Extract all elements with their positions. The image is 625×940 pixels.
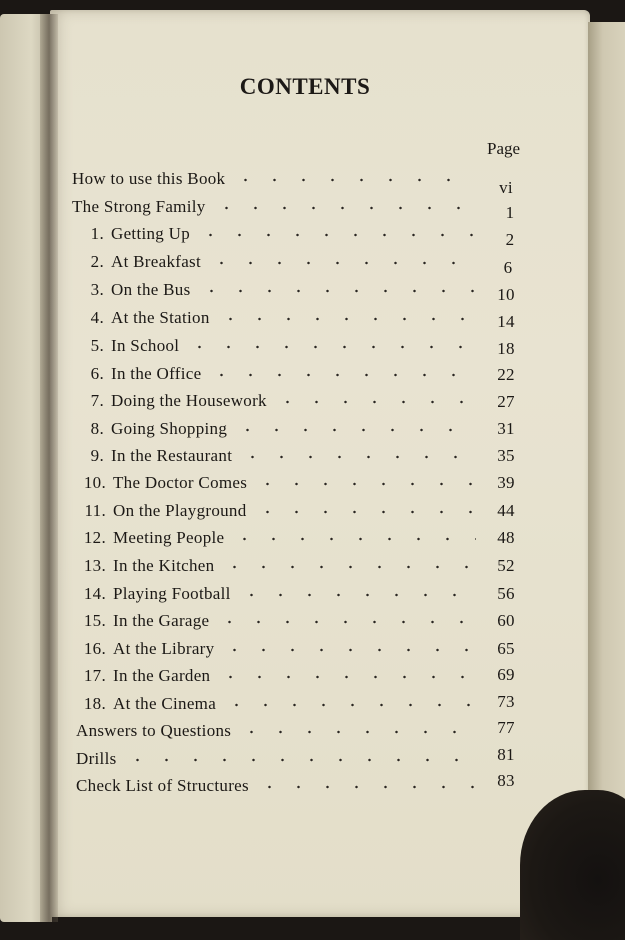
toc-entry-label: Answers to Questions (76, 721, 232, 740)
right-page-edge (588, 22, 625, 922)
toc-entry-page: 27 (497, 392, 515, 411)
toc-entry (0, 308, 520, 332)
toc-entry-page: 1 (505, 203, 515, 222)
toc-entry-number: 7. (90, 391, 104, 410)
toc-leader-dots (207, 261, 476, 265)
toc-entry-number: 6. (90, 364, 104, 383)
toc-entry-number: 12. (83, 528, 106, 547)
toc-entry (0, 169, 520, 197)
toc-entry (0, 666, 520, 690)
toc-leader-dots (185, 345, 476, 349)
toc-entry (0, 391, 520, 415)
toc-leader-dots (215, 620, 476, 624)
toc-entry-label: At the Cinema (113, 694, 217, 713)
toc-entry-page: 35 (497, 446, 515, 465)
toc-entry-label: Check List of Structures (76, 776, 249, 795)
toc-entry-label: In the Office (111, 364, 202, 383)
toc-entry-page: 22 (497, 365, 515, 384)
toc-leader-dots (216, 675, 476, 679)
toc-leader-dots (238, 455, 476, 459)
toc-entry (0, 745, 520, 773)
toc-entry-page: 39 (497, 473, 515, 492)
toc-entry-page: 6 (503, 258, 513, 277)
toc-leader-dots (212, 206, 476, 210)
toc-entry-number: 10. (83, 473, 106, 492)
toc-entry-label: In the Garage (113, 611, 210, 630)
toc-entry (0, 528, 520, 552)
toc-entry (0, 694, 520, 718)
toc-entry-page: vi (499, 178, 513, 197)
toc-entry-label: In School (111, 336, 180, 355)
toc-entry (0, 584, 520, 608)
toc-entry (0, 446, 520, 470)
toc-entry-label: On the Bus (111, 280, 191, 299)
toc-entry-page: 65 (497, 639, 515, 658)
toc-entry (0, 718, 520, 745)
toc-entry-page: 48 (497, 528, 515, 547)
toc-entry (0, 336, 520, 360)
toc-entry (0, 501, 520, 525)
toc-entry-number: 13. (83, 556, 106, 575)
toc-leader-dots (255, 785, 476, 789)
toc-entry-number: 11. (84, 501, 106, 520)
toc-leader-dots (222, 703, 476, 707)
toc-entry (0, 252, 520, 276)
toc-leader-dots (237, 593, 476, 597)
toc-entry-page: 44 (497, 501, 515, 520)
toc-entry-label: At the Station (111, 308, 210, 327)
toc-entry-page: 52 (497, 556, 515, 575)
toc-entry-number: 8. (90, 419, 104, 438)
page-title: CONTENTS (239, 74, 371, 99)
toc-entry-page: 83 (497, 771, 515, 790)
toc-leader-dots (253, 482, 476, 486)
toc-entry (0, 611, 520, 635)
toc-leader-dots (197, 289, 476, 293)
toc-entry-label: Getting Up (111, 224, 191, 243)
toc-entry-label: Playing Football (113, 584, 231, 603)
toc-entry (0, 473, 520, 497)
toc-entry (0, 419, 520, 443)
toc-entry-label: How to use this Book (72, 169, 226, 188)
toc-entry-number: 4. (90, 308, 104, 327)
toc-leader-dots (231, 178, 476, 182)
toc-entry-number: 15. (83, 611, 106, 630)
toc-leader-dots (216, 317, 476, 321)
toc-entry (0, 224, 520, 248)
toc-leader-dots (233, 428, 476, 432)
toc-entry-label: Doing the Housework (111, 391, 267, 410)
toc-entry-page: 56 (497, 584, 515, 603)
toc-entry-label: The Doctor Comes (113, 473, 248, 492)
toc-entry-label: The Strong Family (72, 197, 206, 216)
toc-entry-label: Going Shopping (111, 419, 228, 438)
toc-entry-page: 77 (497, 718, 515, 737)
toc-entry (0, 556, 520, 580)
toc-entry-page: 2 (505, 230, 515, 249)
toc-entry-label: In the Garden (113, 666, 211, 685)
toc-entry-number: 18. (83, 694, 106, 713)
toc-entry (0, 639, 520, 663)
toc-entry-page: 14 (497, 312, 515, 331)
toc-entry-page: 81 (497, 745, 515, 764)
toc-entry (0, 364, 520, 388)
toc-leader-dots (273, 400, 476, 404)
toc-entry-number: 1. (90, 224, 104, 243)
toc-entry-page: 73 (497, 692, 515, 711)
toc-entry-label: At the Library (113, 639, 215, 658)
toc-entry-number: 2. (90, 252, 104, 271)
toc-entry (0, 771, 520, 800)
toc-entry-label: At Breakfast (111, 252, 201, 271)
toc-entry (0, 197, 520, 221)
toc-leader-dots (253, 510, 476, 514)
toc-entry-number: 14. (83, 584, 106, 603)
page-column-header: Page (487, 139, 521, 158)
toc-entry-page: 60 (497, 611, 515, 630)
toc-leader-dots (207, 373, 476, 377)
toc-entry-number: 3. (90, 280, 104, 299)
toc-entry-label: On the Playground (113, 501, 247, 520)
toc-entry-label: In the Kitchen (113, 556, 215, 575)
toc-entry-page: 10 (497, 285, 515, 304)
toc-leader-dots (123, 758, 476, 762)
toc-entry-page: 69 (497, 665, 515, 684)
toc-leader-dots (196, 233, 476, 237)
toc-entry-number: 9. (90, 446, 104, 465)
toc-leader-dots (237, 730, 476, 734)
toc-entry-page: 18 (497, 339, 515, 358)
toc-leader-dots (220, 565, 476, 569)
toc-entry-label: Meeting People (113, 528, 225, 547)
toc-leader-dots (230, 537, 476, 541)
toc-entry-label: In the Restaurant (111, 446, 233, 465)
toc-entry-page: 31 (497, 419, 515, 438)
toc-entry-number: 5. (90, 336, 104, 355)
toc-entry (0, 280, 520, 304)
toc-entry-label: Drills (76, 749, 117, 768)
toc-entry-number: 17. (83, 666, 106, 685)
toc-entry-number: 16. (83, 639, 106, 658)
toc-leader-dots (220, 648, 476, 652)
